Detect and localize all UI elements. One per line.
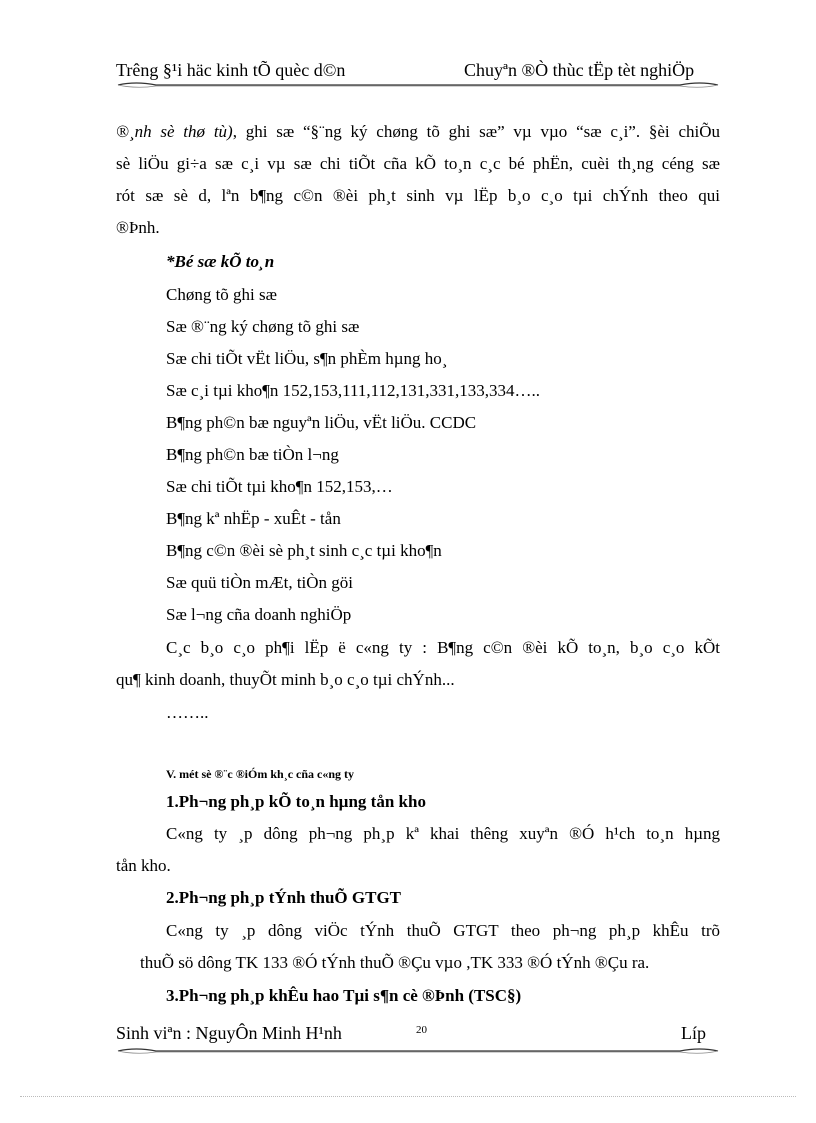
list-item: Sæ c¸i tµi kho¶n 152,153,111,112,131,331,133,334….. [166, 381, 541, 400]
italic-run: ®¸nh sè thø tù) [116, 122, 233, 141]
list-item: Sæ l¬ng cña doanh nghiÖp [166, 605, 352, 624]
list-item: B¶ng kª nhËp - xuÊt - tån [166, 509, 341, 528]
paragraph-line: qu¶ kinh doanh, thuyÕt minh b¸o c¸o tµi chÝnh... [116, 670, 455, 689]
section-title: V. mét sè ®¨c ®iÓm kh¸c cña c«ng ty [166, 767, 355, 781]
page-bottom-divider [20, 1096, 796, 1097]
paragraph-line: C«ng ty ¸p dông viÖc tÝnh thuÕ GTGT theo ph¬ng ph¸p khÊu trõ [166, 921, 720, 940]
footer-class-label: Líp [681, 1023, 706, 1043]
subsection-heading: 3.Ph¬ng ph¸p khÊu hao Tµi s¶n cè ®Þnh (TSC§) [166, 986, 522, 1005]
list-item: B¶ng ph©n bæ nguyªn liÖu, vËt liÖu. CCDC [166, 413, 477, 432]
list-item: Sæ chi tiÕt vËt liÖu, s¶n phÈm hµng ho¸ [166, 349, 448, 368]
list-item: B¶ng ph©n bæ tiÒn l¬ng [166, 445, 339, 464]
list-item: B¶ng c©n ®èi sè ph¸t sinh c¸c tµi kho¶n [166, 541, 442, 560]
paragraph-line: rót sæ sè d, lªn b¶ng c©n ®èi ph¸t sinh vµ lËp b¸o c¸o tµi chÝnh theo qui [116, 186, 720, 205]
ellipsis-text: …….. [166, 703, 209, 722]
paragraph-line: C«ng ty ¸p dông ph¬ng ph¸p kª khai thêng xuyªn ®Ó h¹ch to¸n hµng [166, 824, 720, 843]
list-item: Sæ chi tiÕt tµi kho¶n 152,153,… [166, 477, 393, 496]
page-number: 20 [416, 1024, 427, 1036]
list-item: Chøng tõ ghi sæ [166, 285, 277, 304]
subsection-heading: 1.Ph¬ng ph¸p kÕ to¸n hµng tån kho [166, 792, 426, 811]
header-right-title: Chuyªn ®Ò thùc tËp tèt nghiÖp [464, 60, 695, 80]
subsection-heading: 2.Ph¬ng ph¸p tÝnh thuÕ GTGT [166, 888, 402, 907]
section-heading: *Bé sæ kÕ to¸n [166, 252, 275, 271]
paragraph-line: tån kho. [116, 856, 171, 875]
paragraph-line: ®Þnh. [116, 218, 160, 237]
footer-student-name: Sinh viªn : NguyÔn Minh H¹nh [116, 1023, 342, 1043]
paragraph-line: sè liÖu gi÷a sæ c¸i vµ sæ chi tiÕt cña kÕ to¸n c¸c bé phËn, cuèi th¸ng céng sæ [116, 154, 720, 173]
list-item: Sæ ®¨ng ký chøng tõ ghi sæ [166, 317, 360, 336]
paragraph-line [116, 122, 720, 142]
footer-ornament-rule [116, 1046, 720, 1056]
paragraph-line: C¸c b¸o c¸o ph¶i lËp ë c«ng ty : B¶ng c©n ®èi kÕ to¸n, b¸o c¸o kÕt [166, 638, 720, 657]
text-run: , ghi sæ “§¨ng ký chøng tõ ghi sæ” vµ vµo “sæ c¸i”. §èi chiÕu [232, 122, 720, 141]
paragraph-line: thuÕ sö dông TK 133 ®Ó tÝnh thuÕ ®Çu vµo ,TK 333 ®Ó tÝnh ®Çu ra. [140, 953, 650, 972]
header-left-title: Trêng §¹i häc kinh tÕ quèc d©n [116, 60, 346, 80]
header-ornament-rule [116, 80, 720, 90]
list-item: Sæ quü tiÒn mÆt, tiÒn göi [166, 573, 354, 592]
